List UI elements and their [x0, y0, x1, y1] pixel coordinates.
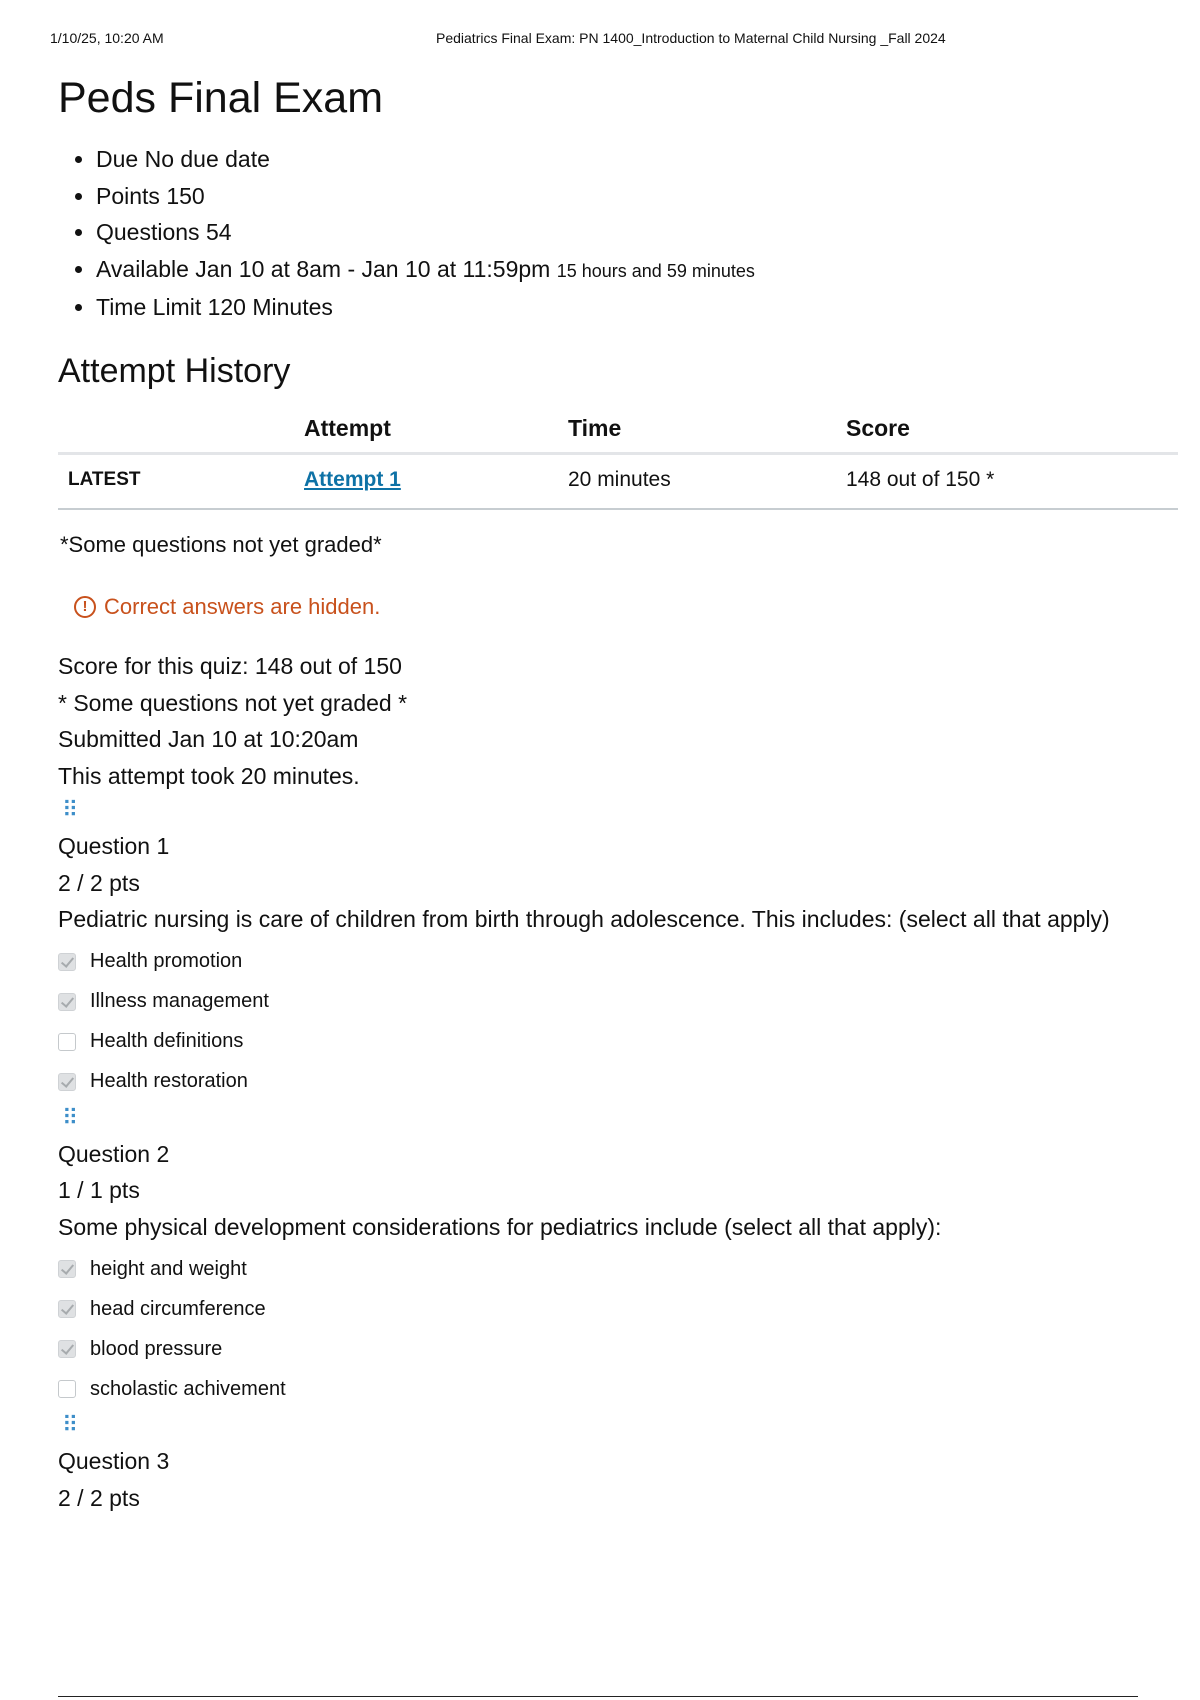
attempt-cell: [304, 454, 568, 510]
answer-label: Health restoration: [90, 1070, 248, 1093]
print-course-title: Pediatrics Final Exam: PN 1400_Introduction to Maternal Child Nursing _Fall 2024: [436, 30, 946, 46]
latest-label: LATEST: [58, 454, 304, 510]
footer-divider: [58, 1696, 1138, 1697]
drag-handle-icon[interactable]: ⠿: [62, 1105, 77, 1131]
checkbox-checked[interactable]: [58, 1073, 76, 1091]
answer-label: blood pressure: [90, 1337, 223, 1360]
answer-label: height and weight: [90, 1257, 247, 1280]
checkbox-unchecked[interactable]: [58, 1033, 76, 1051]
question-3: [58, 1411, 1178, 1516]
correct-answers-hidden-notice: [74, 594, 1178, 620]
answer-label: scholastic achivement: [90, 1377, 286, 1400]
ungraded-note: *Some questions not yet graded*: [60, 532, 382, 558]
answer-label: head circumference: [90, 1297, 266, 1320]
summary-score: Score for this quiz: 148 out of 150: [58, 653, 402, 680]
checkbox-checked[interactable]: [58, 953, 76, 971]
checkbox-checked[interactable]: [58, 1340, 76, 1358]
summary-submitted: Submitted Jan 10 at 10:20am: [58, 726, 359, 753]
question-title: Question 3: [58, 1448, 170, 1475]
question-2: [58, 1104, 1178, 1410]
question-points: 2 / 2 pts: [58, 1484, 140, 1511]
answer-label: Health definitions: [90, 1030, 244, 1053]
question-text: Some physical development considerations for pediatrics include (select all that apply):: [58, 1213, 942, 1240]
page-title: Peds Final Exam: [58, 74, 384, 122]
quiz-content: [58, 70, 1178, 1516]
question-title: Question 2: [58, 1140, 170, 1167]
question-1: [58, 796, 1178, 1102]
checkbox-checked[interactable]: [58, 1300, 76, 1318]
answer-option: [58, 942, 1178, 982]
drag-handle-icon[interactable]: ⠿: [62, 798, 77, 824]
summary-duration: This attempt took 20 minutes.: [58, 762, 360, 789]
answer-label: Illness management: [90, 990, 269, 1013]
detail-time-limit: • Time Limit 120 Minutes: [96, 289, 1178, 326]
answer-list: [58, 942, 1178, 1102]
question-points: 2 / 2 pts: [58, 869, 140, 896]
question-title: Question 1: [58, 833, 170, 860]
answer-option: [58, 1369, 1178, 1409]
attempt-history-title: Attempt History: [58, 351, 291, 390]
quiz-details: [58, 141, 1178, 326]
summary-ungraded: * Some questions not yet graded *: [58, 689, 408, 716]
drag-handle-icon[interactable]: ⠿: [62, 1413, 77, 1439]
answer-option: [58, 982, 1178, 1022]
detail-due: • Due No due date: [96, 141, 1178, 178]
checkbox-checked[interactable]: [58, 1260, 76, 1278]
detail-available-text: Available Jan 10 at 8am - Jan 10 at 11:59pm: [96, 255, 551, 282]
quiz-summary: [58, 648, 1178, 794]
answer-option: [58, 1062, 1178, 1102]
print-header: [50, 30, 1150, 50]
notice-text: Correct answers are hidden.: [104, 594, 381, 620]
print-datetime: 1/10/25, 10:20 AM: [50, 30, 164, 46]
answer-option: [58, 1329, 1178, 1369]
warning-circle-icon: !: [74, 596, 96, 618]
question-text: Pediatric nursing is care of children from birth through adolescence. This includes: (select all that apply): [58, 906, 1110, 933]
detail-points: • Points 150: [96, 178, 1178, 215]
column-header-blank: [58, 405, 304, 454]
answer-option: [58, 1289, 1178, 1329]
answer-list: [58, 1249, 1178, 1409]
detail-questions: • Questions 54: [96, 214, 1178, 251]
attempt-score: 148 out of 150 *: [846, 454, 1178, 510]
checkbox-unchecked[interactable]: [58, 1380, 76, 1398]
column-header-time: Time: [568, 405, 846, 454]
answer-option: [58, 1022, 1178, 1062]
checkbox-checked[interactable]: [58, 993, 76, 1011]
detail-available-duration: 15 hours and 59 minutes: [556, 260, 755, 281]
attempt-time: 20 minutes: [568, 454, 846, 510]
column-header-score: Score: [846, 405, 1178, 454]
answer-label: Health promotion: [90, 950, 243, 973]
table-row: [58, 454, 1178, 510]
attempt-table-header: [58, 405, 1178, 454]
answer-option: [58, 1249, 1178, 1289]
attempt-1-link[interactable]: Attempt 1: [304, 468, 401, 492]
detail-available: [96, 251, 1178, 290]
question-points: 1 / 1 pts: [58, 1177, 140, 1204]
attempt-history-table: [58, 405, 1178, 510]
column-header-attempt: Attempt: [304, 405, 568, 454]
